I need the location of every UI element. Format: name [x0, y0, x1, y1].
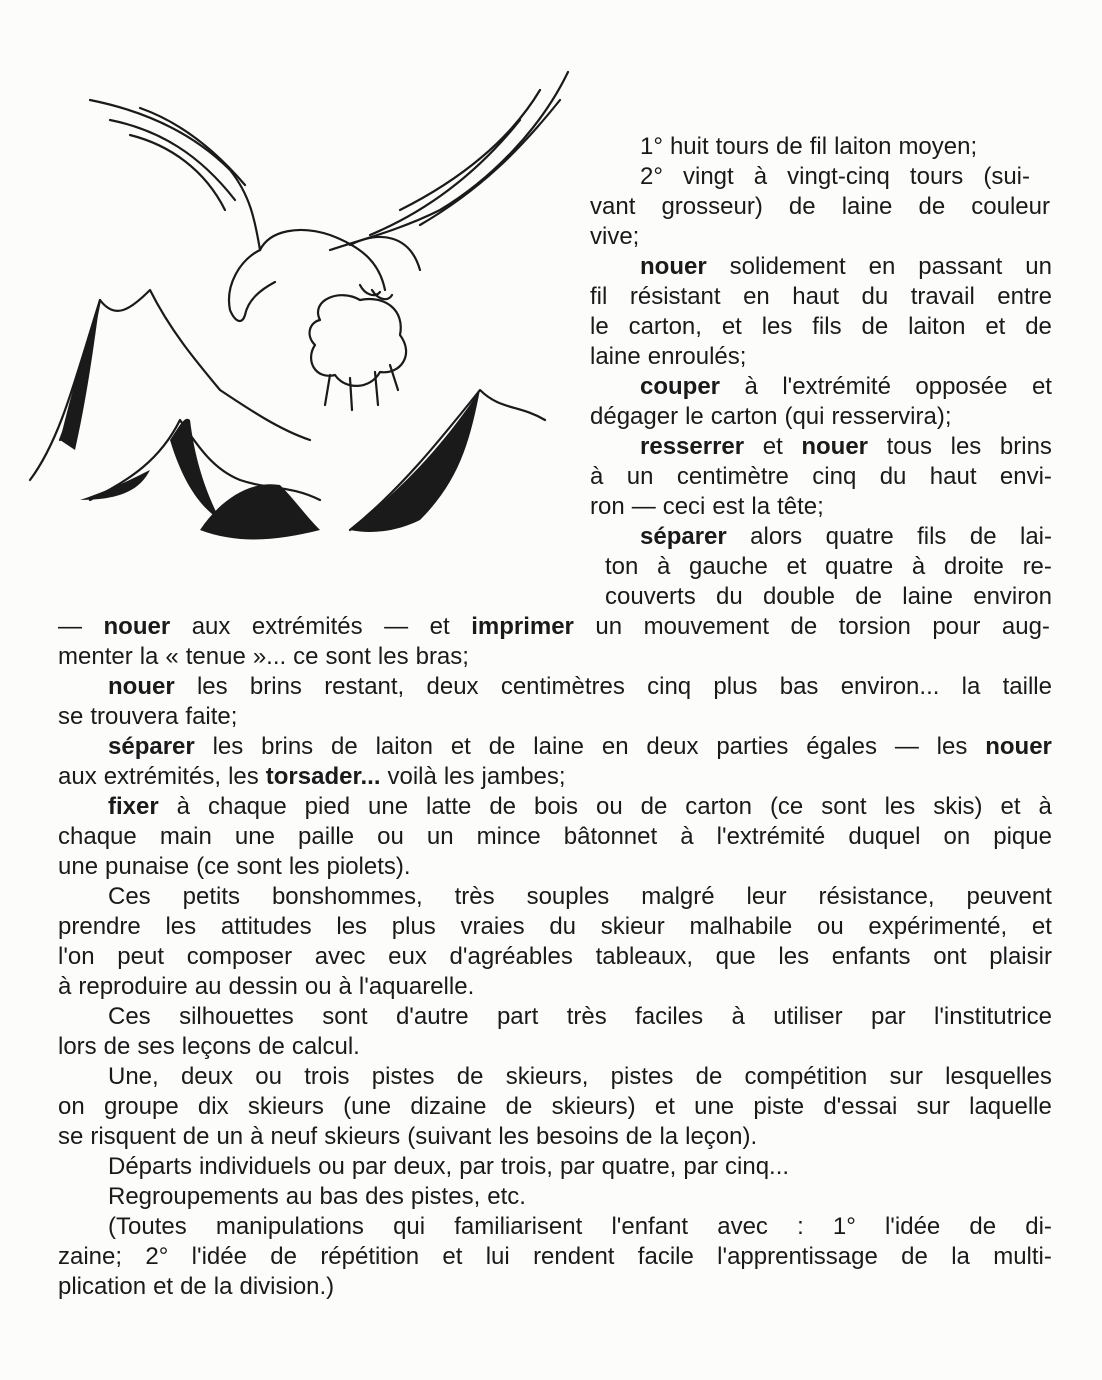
text-line: couverts du double de laine environ: [605, 583, 1052, 610]
text-line: couper à l'extrémité opposée et: [640, 373, 1052, 400]
text-line: laine enroulés;: [590, 343, 747, 370]
text-line: — nouer aux extrémités — et imprimer un mouvement de torsion pour aug-: [58, 613, 1050, 640]
text-line: séparer alors quatre fils de lai-: [640, 523, 1052, 550]
text-line: à un centimètre cinq du haut envi-: [590, 463, 1052, 490]
text-line: l'on peut composer avec eux d'agréables tableaux, que les enfants ont plaisir: [58, 943, 1052, 970]
text-line: le carton, et les fils de laiton et de: [590, 313, 1052, 340]
text-line: menter la « tenue »... ce sont les bras;: [58, 643, 469, 670]
text-line: nouer solidement en passant un: [640, 253, 1052, 280]
text-line: nouer les brins restant, deux centimètres cinq plus bas environ... la taille: [108, 673, 1052, 700]
text-line: (Toutes manipulations qui familiarisent l'enfant avec : 1° l'idée de di-: [108, 1213, 1052, 1240]
text-line: lors de ses leçons de calcul.: [58, 1033, 360, 1060]
text-line: une punaise (ce sont les piolets).: [58, 853, 411, 880]
text-line: resserrer et nouer tous les brins: [640, 433, 1052, 460]
text-line: vant grosseur) de laine de couleur: [590, 193, 1050, 220]
text-line: 2° vingt à vingt-cinq tours (sui-: [640, 163, 1030, 190]
text-line: zaine; 2° l'idée de répétition et lui rendent facile l'apprentissage de la multi-: [58, 1243, 1052, 1270]
text-line: plication et de la division.): [58, 1273, 335, 1300]
text-line: à reproduire au dessin ou à l'aquarelle.: [58, 973, 475, 1000]
text-line: ton à gauche et quatre à droite re-: [605, 553, 1052, 580]
text-line: Une, deux ou trois pistes de skieurs, pistes de compétition sur lesquelles: [108, 1063, 1052, 1090]
text-line: fixer à chaque pied une latte de bois ou de carton (ce sont les skis) et à: [108, 793, 1052, 820]
text-line: fil résistant en haut du travail entre: [590, 283, 1052, 310]
text-line: ron — ceci est la tête;: [590, 493, 824, 520]
text-line: aux extrémités, les torsader... voilà les jambes;: [58, 763, 566, 790]
text-line: 1° huit tours de fil laiton moyen;: [640, 133, 978, 160]
text-line: prendre les attitudes les plus vraies du skieur malhabile ou expérimenté, et: [58, 913, 1052, 940]
text-line: Ces silhouettes sont d'autre part très faciles à utiliser par l'institutrice: [108, 1003, 1052, 1030]
text-line: vive;: [590, 223, 640, 250]
text-line: on groupe dix skieurs (une dizaine de skieurs) et une piste d'essai sur laquelle: [58, 1093, 1052, 1120]
text-line: se risquent de un à neuf skieurs (suivant les besoins de la leçon).: [58, 1123, 758, 1150]
text-line: Regroupements au bas des pistes, etc.: [108, 1183, 526, 1210]
text-line: Départs individuels ou par deux, par trois, par quatre, par cinq...: [108, 1153, 790, 1180]
text-line: se trouvera faite;: [58, 703, 238, 730]
text-line: dégager le carton (qui resservira);: [590, 403, 952, 430]
text-line: Ces petits bonshommes, très souples malgré leur résistance, peuvent: [108, 883, 1052, 910]
text-line: chaque main une paille ou un mince bâtonnet à l'extrémité duquel on pique: [58, 823, 1052, 850]
text-line: séparer les brins de laiton et de laine en deux parties égales — les nouer: [108, 733, 1052, 760]
